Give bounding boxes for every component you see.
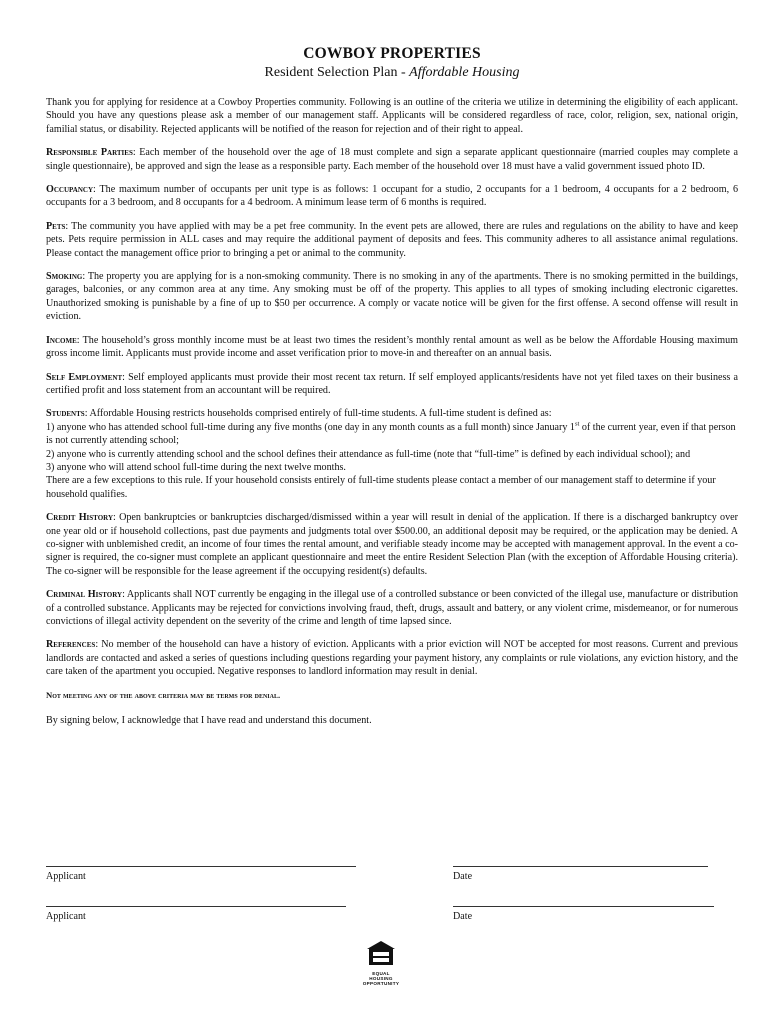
section-label: Criminal History <box>46 589 123 601</box>
company-title: COWBOY PROPERTIES <box>303 45 481 62</box>
denial-notice: Not meeting any of the above criteria may be terms for denial. <box>46 689 281 700</box>
date-line-1[interactable] <box>453 866 708 867</box>
equal-housing-logo <box>360 940 402 986</box>
students-item-2: 2) anyone who is currently attending school and the school defines their attendance as full-time (note that “full-time” is defined by each individual school); and <box>46 448 691 460</box>
acknowledgement-text: By signing below, I acknowledge that I have read and understand this document. <box>46 715 372 727</box>
section-label: Occupancy <box>46 184 93 196</box>
references-section: References: No member of the household can have a history of eviction. Applicants with a prior eviction will NOT be accepted for most reasons. Current and previous landlords are contacted and asked a series of questions including questions regarding your payment history, any complaints or rule violations, any eviction history, and the care taken of the apartment you occupied. Negative responses to landlord information may result in denial. <box>46 639 738 678</box>
self-employment-section: Self Employment: Self employed applicants must provide their most recent tax return. If self employed applicants/residents have not yet filed taxes on their business a certified profit and loss statement from an accountant will be required. <box>46 371 738 396</box>
date-line-2[interactable] <box>453 906 714 907</box>
date-label-1: Date <box>453 871 473 882</box>
document-body <box>46 44 738 737</box>
document-subtitle: Resident Selection Plan - Affordable Housing <box>264 65 520 80</box>
applicant-signature-line-1[interactable] <box>46 866 356 867</box>
intro-paragraph: Thank you for applying for residence at a Cowboy Properties community. Following is an outline of the criteria we utilize in determining the eligibility of each applicant. Should you have any questions please ask a member of our management staff. Applicants will be considered regardless of race, color, religion, sex, national origin, familial status, or disability. Rejected applicants will be notified of the reason for rejection and of their right to appeal. <box>46 97 738 135</box>
section-label: Students <box>46 408 85 420</box>
equal-housing-opportunity-icon <box>366 940 396 966</box>
income-section: Income: The household’s gross monthly income must be at least two times the resident’s monthly rental amount as well as be below the Affordable Housing maximum gross income limit. Applicants must provide income and asset verification prior to move-in and thereafter on an annual basis. <box>46 334 738 360</box>
credit-history-section: Credit History: Open bankruptcies or bankruptcies discharged/dismissed within a year will result in denial of the application. If there is a discharged bankruptcy over one year old or if household collections, past due payments and judgments total over $500.00, an additional deposit may be required, or the application may be denied. A co-signer with unblemished credit, an income of four times the rental amount, and verifiable steady income may be accepted with management approval. In the event a co-signer is required, the co-signer must complete an applicant questionnaire and meet the entire Resident Selection Plan (with the exception of Affordable Housing criteria). The co-signer will be responsible for the lease agreement if the occupying resident(s) defaults. <box>46 512 738 577</box>
section-label: Income <box>46 334 77 346</box>
students-item-1: 1) anyone who has attended school full-time during any five months (one day in any month counts as a full month) since January 1 <box>46 421 575 433</box>
logo-caption-line-1: EQUAL HOUSING <box>369 971 393 981</box>
applicant-label-1: Applicant <box>46 871 86 882</box>
pets-section: Pets: The community you have applied with may be a pet free community. In the event pets are allowed, there are rules and regulations on the ability to have and keep pets. Pets require permission in ALL cases and may require the additional payment of deposits and fees. This community adheres to all assistance animal regulations. Please contact the management office prior to bringing a pet or animal to the community. <box>46 220 738 259</box>
section-label: References <box>46 639 96 651</box>
smoking-section: Smoking: The property you are applying for is a non-smoking community. There is no smoking in any of the apartments. There is no smoking permitted in the buildings, garages, balconies, or any common area at any time. Any smoking must be off of the property. This applies to all types of smoking including electronic cigarettes. Unauthorized smoking is punishable by a fine of up to $50 per occurrence. A comply or vacate notice will be given for the first offense. A second offense will result in eviction. <box>46 271 738 323</box>
criminal-history-section: Criminal History: Applicants shall NOT currently be engaging in the illegal use of a controlled substance or been convicted of the illegal use, manufacture or distribution of a controlled substance. Applicants may be rejected for convictions involving fraud, theft, drugs, assault and battery, or any violent crime, misdemeanor, or for numerous convictions of illegal activity dependent on the severity of the crime and length of time lapsed since. <box>46 589 738 627</box>
date-label-2: Date <box>453 911 473 922</box>
section-label: Self Employment <box>46 371 123 383</box>
responsible-parties-section: Responsible Parties: Each member of the household over the age of 18 must complete and sign a separate applicant questionnaire (married couples may complete a single questionnaire), be approved and sign the lease as a responsible party. Each member of the household over 18 must have a valid government issued photo ID. <box>46 147 739 172</box>
logo-caption-line-2: OPPORTUNITY <box>362 981 400 986</box>
occupancy-section: Occupancy: The maximum number of occupants per unit type is as follows: 1 occupant for a studio, 2 occupants for a 1 bedroom, 4 occupants for a 2 bedroom, 6 occupants for a 3 bedroom, and 8 occupants for a 4 bedroom. A minimum lease term of 6 months is required. <box>46 184 738 209</box>
section-label: Smoking <box>46 271 83 283</box>
students-exceptions: There are a few exceptions to this rule. If your household consists entirely of full-time students please contact a member of our management staff to determine if your household qualifies. <box>46 475 716 500</box>
section-label: Credit History <box>46 512 114 524</box>
students-section: Students: Affordable Housing restricts households comprised entirely of full-time students. A full-time student is defined as: 1) anyone who has attended school full-time during any five months (one day in any month counts as a full month) since January 1st of the current year, even if that person is not currently attending school; 2) anyone who is currently attending school and the school defines their attendance as full-time (note that “full-time” is defined by each individual school); and 3) anyone who will attend school full-time during the next twelve months. There are a few exceptions to this rule. If your household consists entirely of full-time students please contact a member of our management staff to determine if your household qualifies. <box>46 408 736 500</box>
students-item-3: 3) anyone who will attend school full-time during the next twelve months. <box>46 461 346 473</box>
applicant-signature-line-2[interactable] <box>46 906 346 907</box>
section-label: Responsible Parties <box>46 147 133 159</box>
applicant-label-2: Applicant <box>46 911 86 922</box>
section-label: Pets <box>46 220 66 232</box>
